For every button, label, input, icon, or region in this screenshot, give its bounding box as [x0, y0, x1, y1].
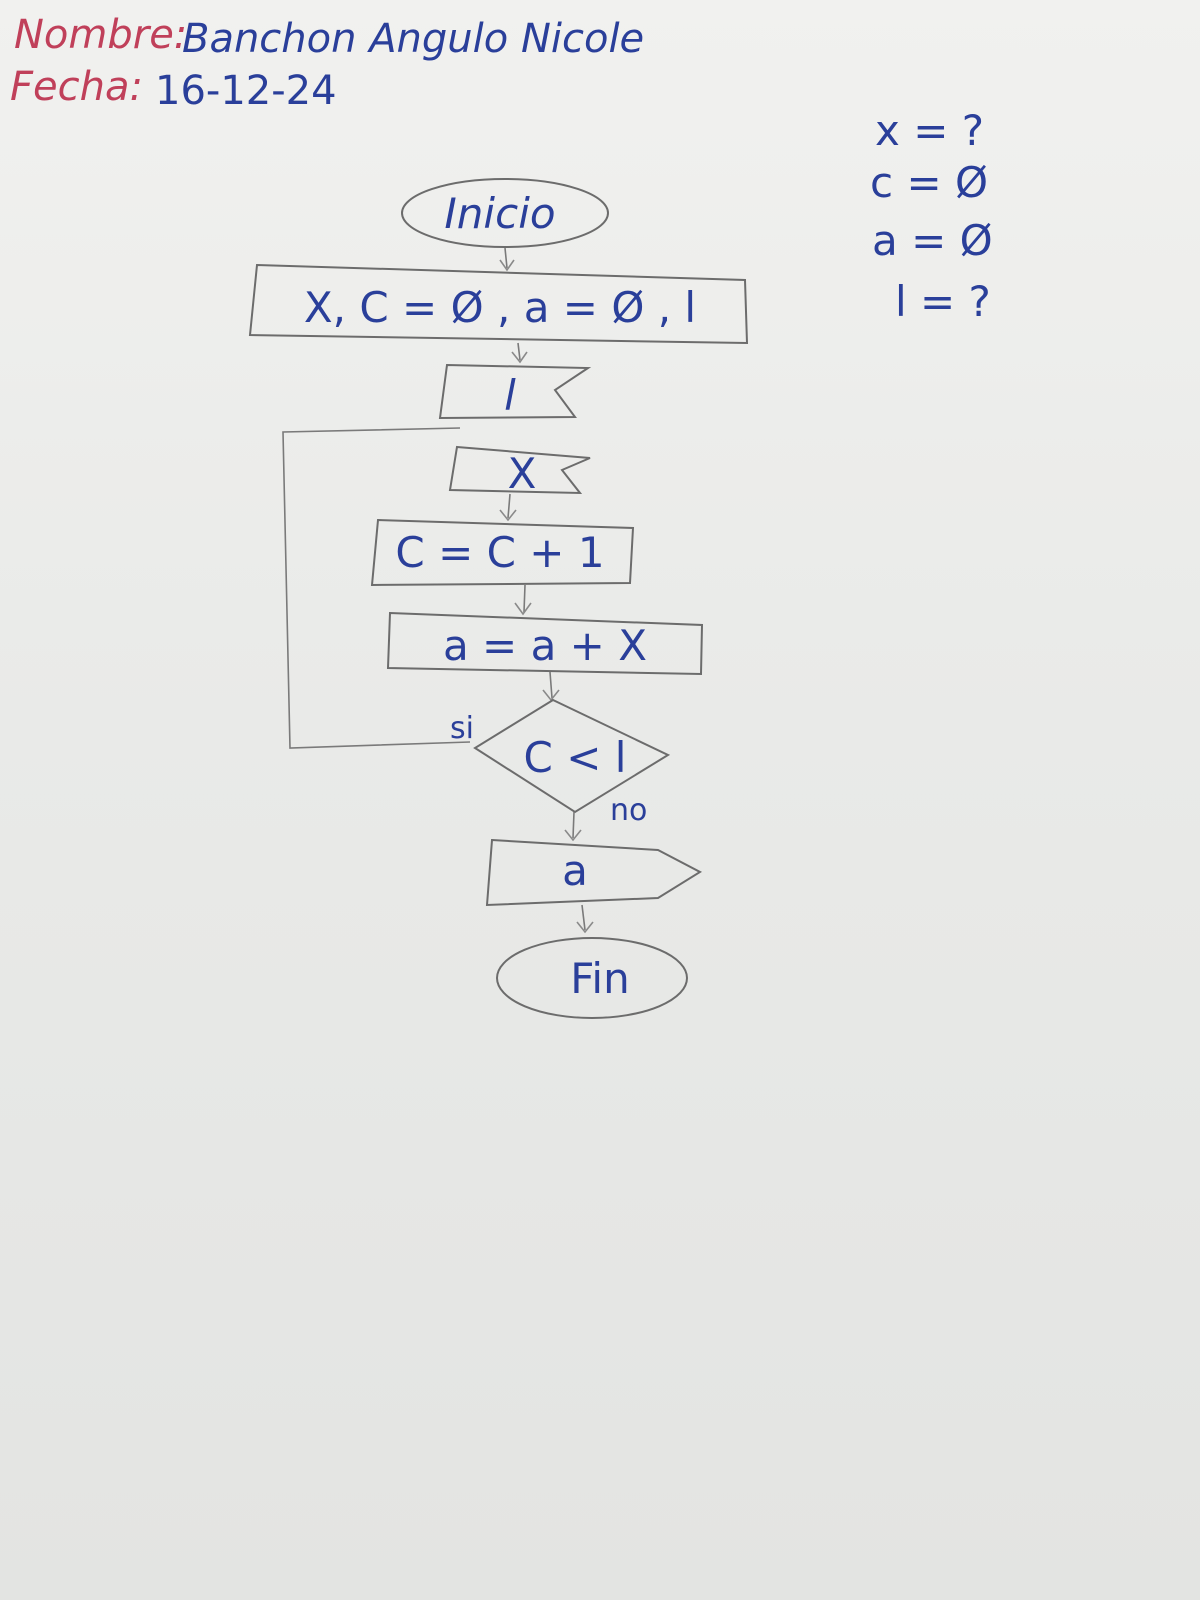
variable-l: l = ? — [895, 277, 991, 326]
output-a — [487, 840, 700, 905]
connector-accumulate-decision — [550, 672, 552, 698]
increment-label: C = C + 1 — [395, 528, 605, 577]
start-label: Inicio — [444, 189, 556, 238]
yes-label: si — [450, 711, 474, 746]
arrow-increment-accumulate — [515, 603, 531, 614]
end-label: Fin — [570, 954, 630, 1003]
accumulate-label: a = a + X — [442, 621, 648, 670]
variable-x: x = ? — [875, 106, 985, 155]
connector-output-end — [582, 905, 585, 930]
output-a-label: a — [562, 846, 588, 895]
init-label: X, C = Ø , a = Ø , l — [303, 283, 697, 332]
no-label: no — [610, 793, 648, 828]
date-label: Fecha: — [10, 64, 143, 110]
header — [10, 12, 644, 114]
decision-label: C < l — [523, 733, 627, 782]
connector-start-init — [505, 248, 507, 268]
date-value: 16-12-24 — [155, 68, 337, 114]
variable-c: c = Ø — [870, 158, 989, 207]
loop-back-line — [283, 428, 470, 748]
variable-a: a = Ø — [872, 216, 993, 265]
connector-decision-output — [573, 812, 574, 838]
connector-increment-accumulate — [524, 585, 525, 612]
flowchart — [250, 179, 747, 1018]
name-label: Nombre: — [14, 12, 188, 58]
name-value: Banchon Angulo Nicole — [182, 16, 645, 62]
input-l-label: l — [504, 371, 516, 420]
connector-init-input — [518, 343, 520, 360]
variable-table — [870, 106, 993, 326]
input-x-label: X — [507, 449, 537, 498]
